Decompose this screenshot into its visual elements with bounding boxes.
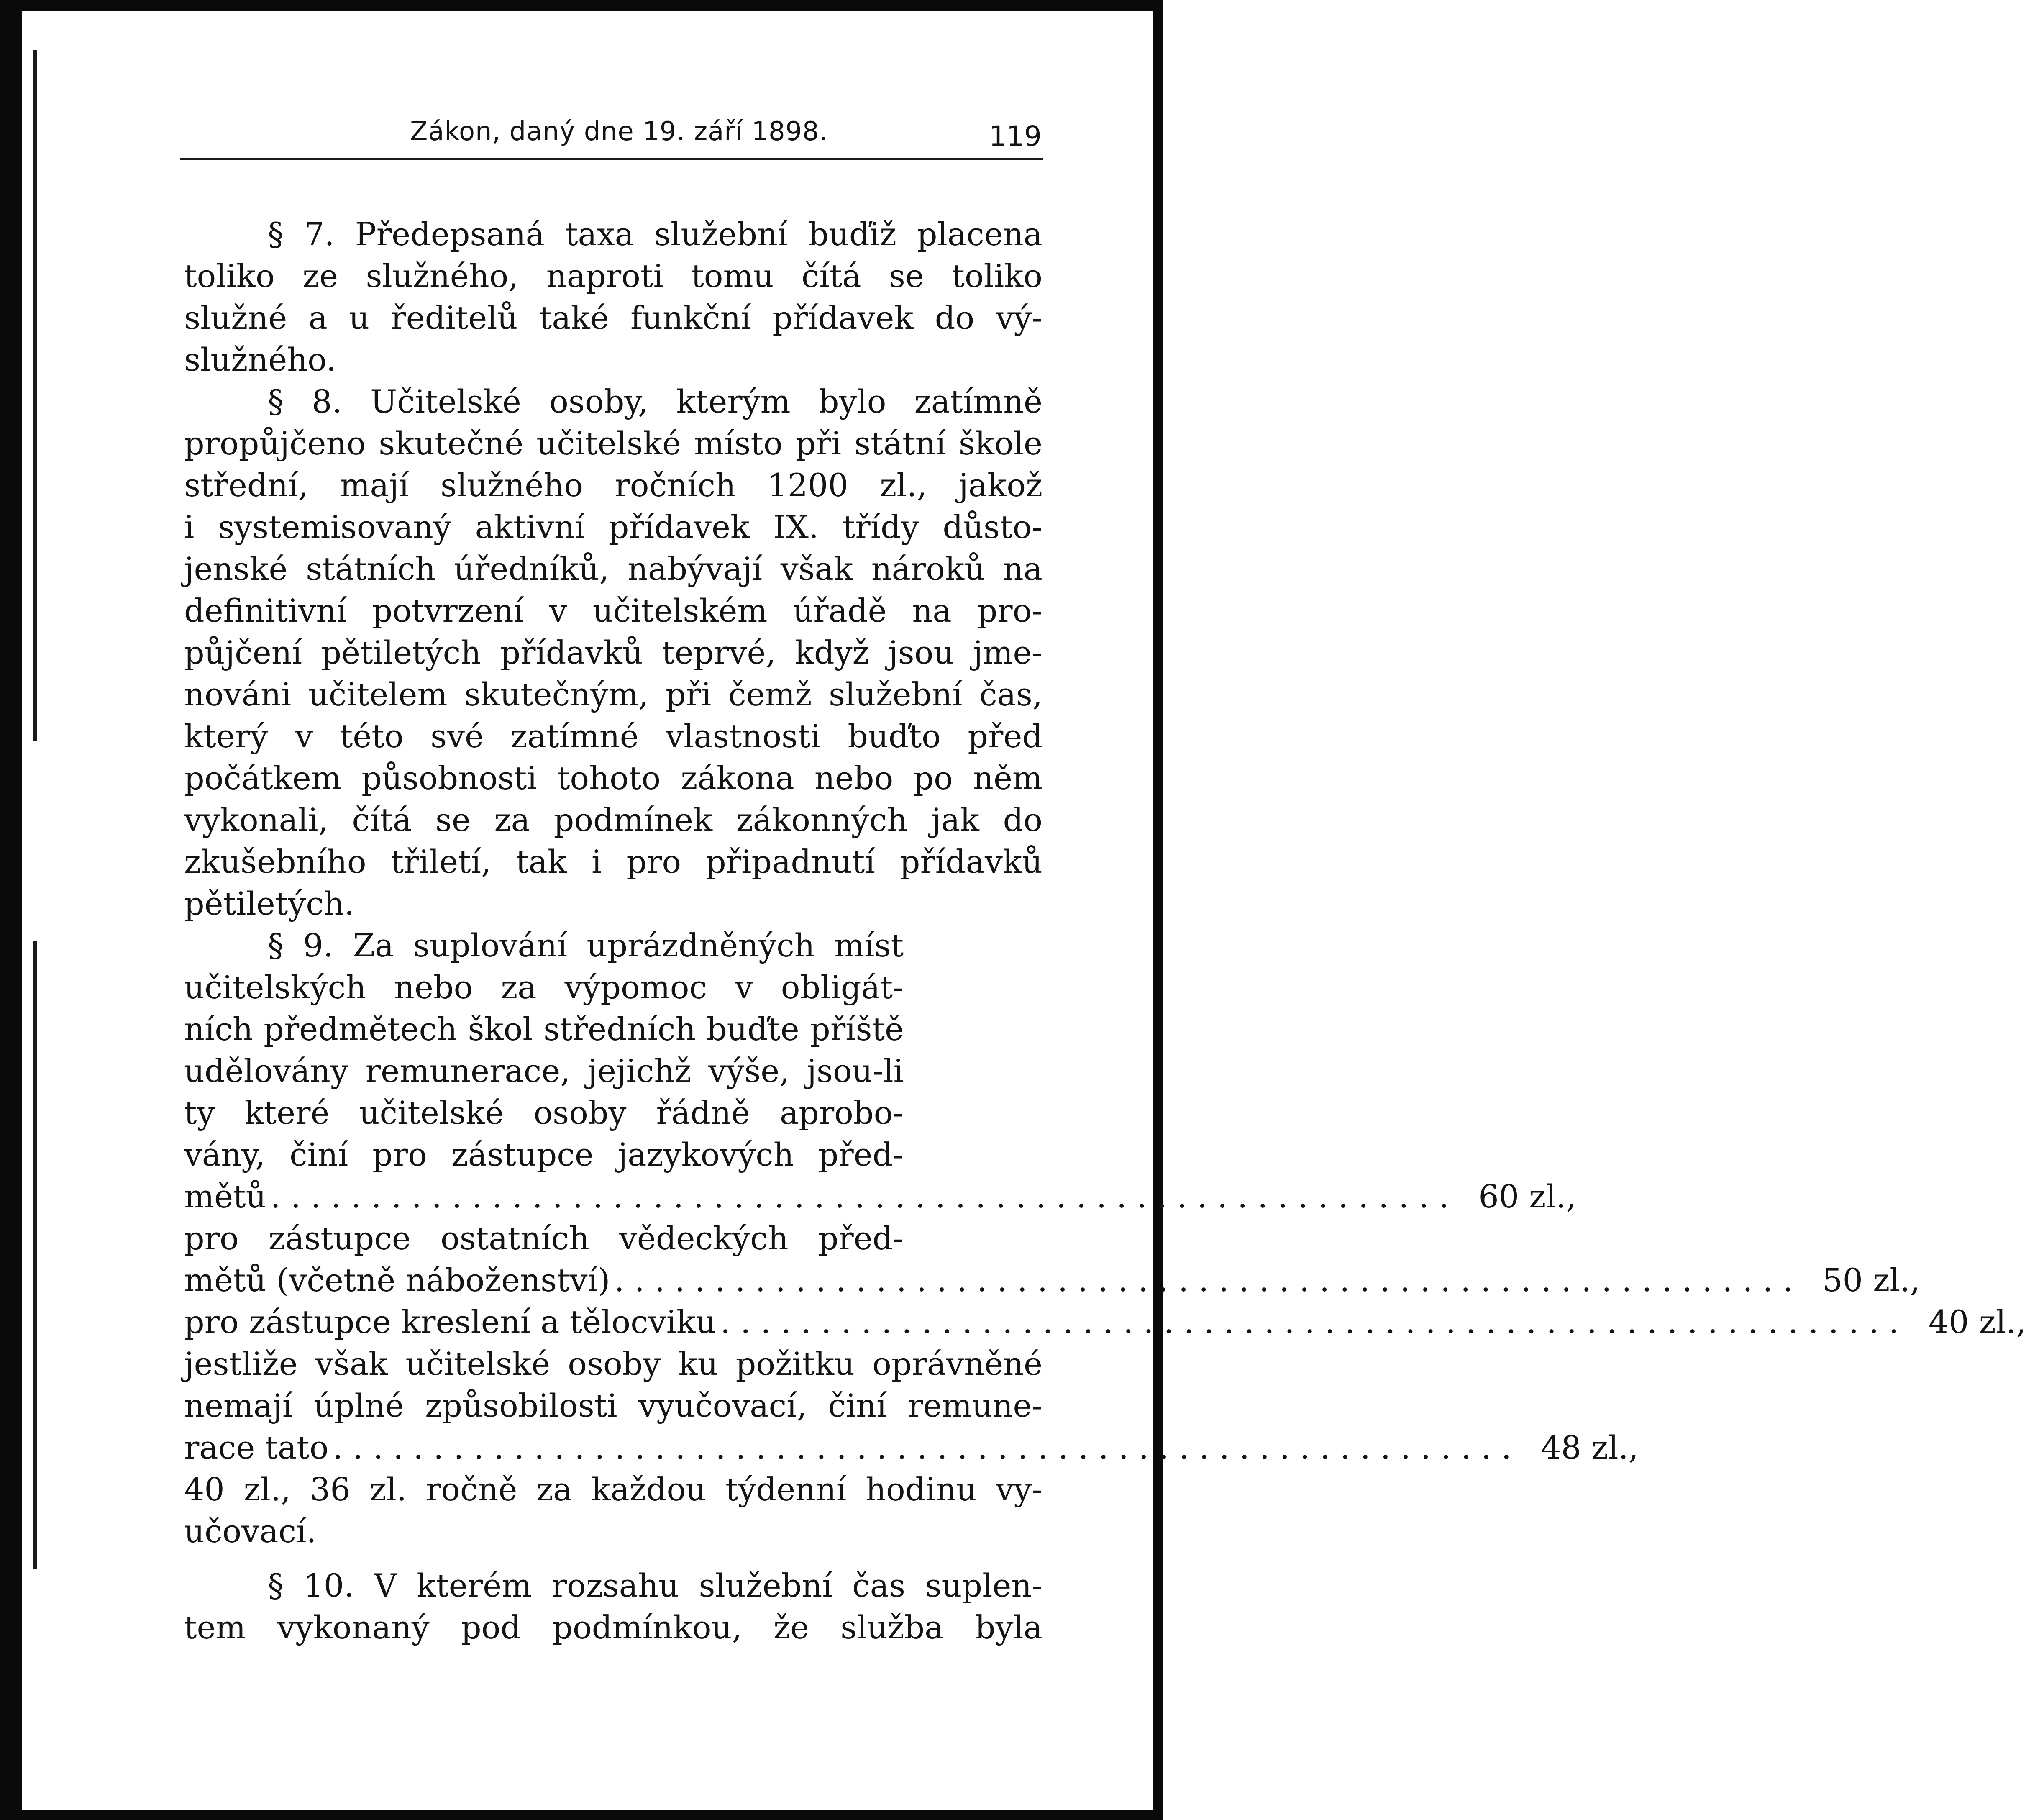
text-line: učitelských nebo za výpomoc v obligát- [184,969,904,1006]
remuneration-label: race tato [184,1429,329,1466]
header-rule [180,158,1043,160]
remuneration-row [184,1259,1920,1301]
text-line: vány, činí pro zástupce jazykových před- [184,1136,904,1173]
page-gutter-shadow [33,941,37,1569]
text-line: definitivní potvrzení v učitelském úřadě na pro- [184,592,1042,629]
text-line: ních předmětech škol středních buďte příště [184,1010,904,1048]
text-line: vykonali, čítá se za podmínek zákonných jak do [184,801,1042,838]
text-line: nemají úplné způsobilosti vyučovací, činí remune- [184,1387,1042,1424]
dot-leader: ........................................................... [333,1429,1521,1466]
dot-leader: ........................................................... [720,1303,1909,1341]
text-line: učovací. [184,1512,317,1550]
remuneration-label: mětů [184,1178,266,1215]
page-gutter-shadow [33,50,37,741]
text-line: který v této své zatímné vlastnosti buďto před [184,718,1042,755]
text-line: nováni učitelem skutečným, při čemž služební čas, [184,676,1042,713]
scan-border-top [0,0,1163,11]
text-line: půjčení pětiletých přídavků teprvé, když jsou jme- [184,634,1042,671]
dot-leader: ........................................................... [614,1261,1803,1299]
scan-border-left [0,0,22,1820]
text-line: § 10. V kterém rozsahu služební čas suplen- [268,1567,1042,1604]
text-line: jestliže však učitelské osoby ku požitku oprávněné [184,1345,1042,1382]
remuneration-amount: 40 zl., [1928,1303,2026,1341]
remuneration-amount: 50 zl., [1822,1261,1920,1299]
remuneration-label: mětů (včetně náboženství) [184,1261,610,1299]
text-line: § 8. Učitelské osoby, kterým bylo zatímně [268,383,1042,420]
text-line: pětiletých. [184,885,354,922]
page-header [184,111,1042,157]
text-line: tem vykonaný pod podmínkou, že služba byla [184,1609,1042,1646]
text-line: § 7. Předepsaná taxa služební buďiž placena [268,215,1042,253]
text-line: jenské státních úředníků, nabývají však nároků na [184,550,1042,587]
page-number: 119 [989,120,1042,152]
remuneration-row [184,1427,1639,1469]
text-line: ty které učitelské osoby řádně aprobo- [184,1094,904,1131]
remuneration-amount: 48 zl., [1541,1429,1639,1466]
remuneration-row [184,1301,2026,1343]
text-line: toliko ze služného, naproti tomu čítá se toliko [184,257,1042,295]
remuneration-row [184,1176,1576,1218]
text-line: počátkem působnosti tohoto zákona nebo po něm [184,759,1042,797]
scan-border-right [1153,0,1163,1820]
text-line: zkušebního třiletí, tak i pro připadnutí přídavků [184,843,1042,880]
dot-leader: ........................................................... [270,1178,1459,1215]
text-line: služného. [184,341,336,378]
text-line: i systemisovaný aktivní přídavek IX. třídy důsto- [184,508,1042,546]
text-line: pro zástupce ostatních vědeckých před- [184,1220,904,1257]
remuneration-amount: 60 zl., [1478,1178,1576,1215]
text-line: služné a u ředitelů také funkční přídavek do vý- [184,299,1042,336]
remuneration-label: pro zástupce kreslení a tělocviku [184,1303,716,1341]
scan-border-bottom [0,1810,1163,1820]
text-line: udělovány remunerace, jejichž výše, jsou-li [184,1052,904,1089]
text-line: střední, mají služného ročních 1200 zl., jakož [184,467,1042,504]
text-line: § 9. Za suplování uprázdněných míst [268,927,904,964]
text-line: 40 zl., 36 zl. ročně za každou týdenní hodinu vy- [184,1471,1042,1508]
running-title: Zákon, daný dne 19. září 1898. [410,116,828,146]
text-line: propůjčeno skutečné učitelské místo při státní škole [184,425,1042,462]
